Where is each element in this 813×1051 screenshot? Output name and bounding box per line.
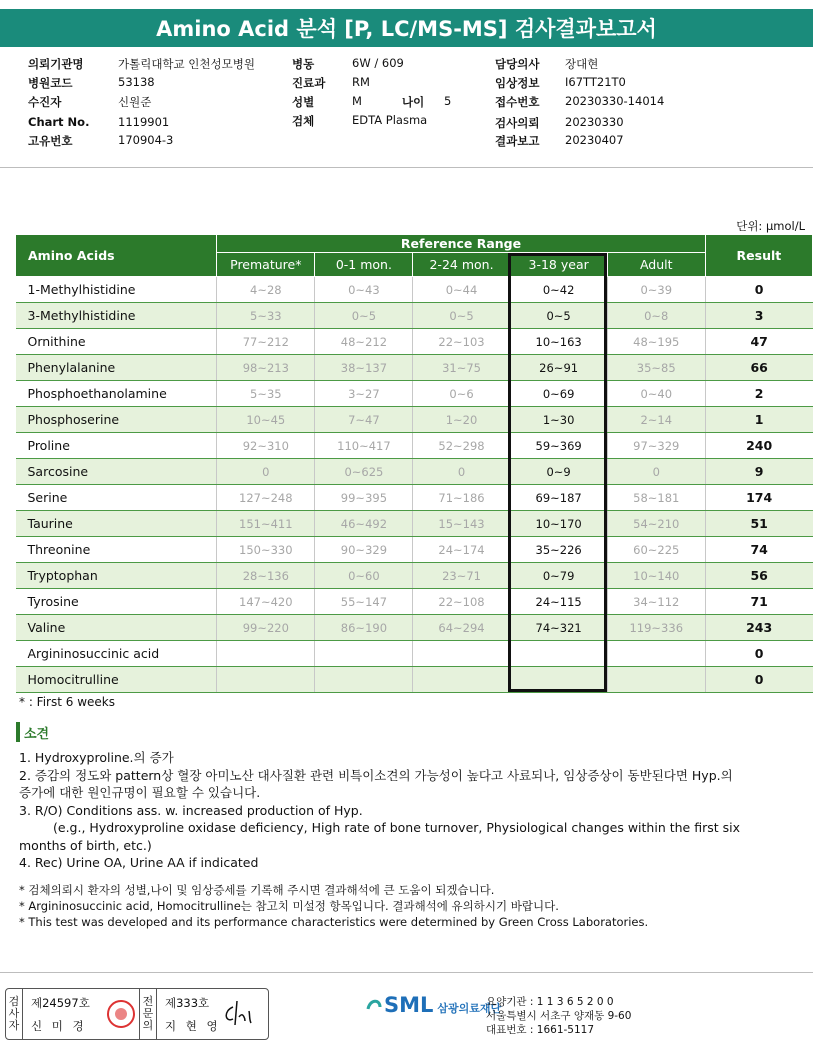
amino-acid-name: Homocitrulline: [16, 667, 217, 693]
info-label: 병동: [292, 57, 315, 71]
reference-range-cell: 150~330: [217, 537, 315, 563]
reference-range-cell: 77~212: [217, 329, 315, 355]
info-value: 20230407: [565, 133, 624, 147]
reference-range-cell: 147~420: [217, 589, 315, 615]
finding-line: 2. 증감의 정도와 pattern상 혈장 아미노산 대사질환 관련 비특이소견의 가능성이 높다고 사료되나, 임상증상이 동반된다면 Hyp.의: [19, 767, 733, 783]
table-row: [16, 407, 813, 433]
report-title: Amino Acid 분석 [P, LC/MS-MS] 검사결과보고서: [0, 9, 813, 47]
reference-range-cell: 0~44: [413, 277, 510, 303]
reference-range-cell: 99~395: [315, 485, 413, 511]
finding-line: 4. Rec) Urine OA, Urine AA if indicated: [19, 855, 259, 870]
reference-range-cell: 5~33: [217, 303, 315, 329]
info-label: 수진자: [28, 95, 62, 109]
reference-range-cell: 151~411: [217, 511, 315, 537]
result-cell: 243: [705, 615, 812, 641]
reference-range-cell: 0~43: [315, 277, 413, 303]
findings-title: 소견: [24, 726, 50, 742]
reference-range-cell: [413, 641, 510, 667]
reference-range-cell: 10~163: [510, 329, 607, 355]
findings-text: [19, 749, 804, 872]
result-cell: 9: [705, 459, 812, 485]
reference-range-cell: 22~103: [413, 329, 510, 355]
reference-range-cell: [217, 641, 315, 667]
reference-range-cell: 28~136: [217, 563, 315, 589]
note-line: * 검체의뢰시 환자의 성별,나이 및 임상증세를 기록해 주시면 결과해석에 큰 도움이 되겠습니다.: [19, 883, 495, 897]
reference-range-cell: 0~8: [607, 303, 705, 329]
examiner-label: [6, 989, 23, 1039]
note-line: * This test was developed and its performance characteristics were determined by Green Cross Laboratories.: [19, 915, 649, 929]
finding-line: (e.g., Hydroxyproline oxidase deficiency, High rate of bone turnover, Physiological changes within the first six: [53, 820, 740, 835]
reference-range-cell: 0: [413, 459, 510, 485]
reference-range-cell: 74~321: [510, 615, 607, 641]
info-label: 진료과: [292, 76, 326, 90]
age-value: 5: [444, 94, 452, 108]
amino-acid-name: Threonine: [16, 537, 217, 563]
amino-acid-name: Serine: [16, 485, 217, 511]
reference-range-cell: 0~69: [510, 381, 607, 407]
reference-range-cell: 0: [607, 459, 705, 485]
reference-range-cell: 0~5: [413, 303, 510, 329]
specialist-label-char: 의: [142, 1019, 154, 1032]
table-row: [16, 355, 813, 381]
reference-range-cell: 23~71: [413, 563, 510, 589]
reference-range-cell: 10~170: [510, 511, 607, 537]
reference-range-cell: 0~40: [607, 381, 705, 407]
specialist-name: 지 현 영: [165, 1019, 221, 1033]
table-row: [16, 433, 813, 459]
info-label: 담당의사: [495, 57, 540, 71]
reference-range-cell: 31~75: [413, 355, 510, 381]
signature-box: [5, 988, 269, 1040]
info-value: 장대현: [565, 57, 599, 71]
reference-range-cell: 119~336: [607, 615, 705, 641]
col-header-result: Result: [705, 235, 812, 277]
reference-range-cell: 90~329: [315, 537, 413, 563]
reference-range-cell: 69~187: [510, 485, 607, 511]
examiner-seal-icon: [107, 1000, 135, 1028]
info-label: 성별: [292, 95, 315, 109]
info-value: 20230330: [565, 115, 624, 129]
report-notes: [19, 882, 804, 930]
amino-acid-name: Phenylalanine: [16, 355, 217, 381]
info-value: 신원준: [118, 95, 152, 109]
info-label: 고유번호: [28, 134, 73, 148]
lab-info-line: 요양기관 : 1 1 3 6 5 2 0 0: [486, 996, 614, 1008]
examiner-label-char: 검: [8, 995, 20, 1008]
reference-range-cell: 0~9: [510, 459, 607, 485]
table-row: [16, 459, 813, 485]
amino-acid-table: [15, 234, 813, 693]
reference-range-cell: [607, 641, 705, 667]
col-header-reference-range: Reference Range: [217, 235, 706, 253]
result-cell: 74: [705, 537, 812, 563]
reference-range-cell: 0: [217, 459, 315, 485]
examiner-name: 신 미 경: [31, 1019, 87, 1033]
result-cell: 1: [705, 407, 812, 433]
reference-range-cell: 0~625: [315, 459, 413, 485]
info-label: 검체: [292, 114, 315, 128]
reference-range-cell: 26~91: [510, 355, 607, 381]
amino-acid-name: 3-Methylhistidine: [16, 303, 217, 329]
reference-range-cell: 1~30: [510, 407, 607, 433]
info-label: 결과보고: [495, 134, 540, 148]
reference-range-cell: 10~140: [607, 563, 705, 589]
specialist-license-no: 제333호: [165, 996, 210, 1010]
specialist-label: [140, 989, 157, 1039]
specialist-cell: [157, 989, 267, 1039]
info-label: Chart No.: [28, 115, 90, 129]
result-cell: 174: [705, 485, 812, 511]
note-line: * Argininosuccinic acid, Homocitrulline는 참고치 미설정 항목입니다. 결과해석에 유의하시기 바랍니다.: [19, 899, 559, 913]
amino-acid-name: Taurine: [16, 511, 217, 537]
reference-range-cell: 24~115: [510, 589, 607, 615]
table-row: [16, 537, 813, 563]
result-cell: 56: [705, 563, 812, 589]
result-cell: 240: [705, 433, 812, 459]
result-cell: 3: [705, 303, 812, 329]
premature-footnote: * : First 6 weeks: [19, 695, 115, 709]
sub-header-premature: Premature*: [217, 253, 315, 277]
reference-range-cell: [510, 667, 607, 693]
result-cell: 47: [705, 329, 812, 355]
table-row: [16, 641, 813, 667]
examiner-cell: [23, 989, 140, 1039]
reference-range-cell: 2~14: [607, 407, 705, 433]
sml-logo-icon: [366, 997, 382, 1013]
result-cell: 66: [705, 355, 812, 381]
examiner-label-char: 사: [8, 1007, 20, 1020]
amino-acid-name: Tyrosine: [16, 589, 217, 615]
reference-range-cell: 0~5: [315, 303, 413, 329]
reference-range-cell: 0~39: [607, 277, 705, 303]
amino-acid-name: Phosphoserine: [16, 407, 217, 433]
lab-logo-text: SML: [384, 993, 434, 1017]
reference-range-cell: [413, 667, 510, 693]
reference-range-cell: [510, 641, 607, 667]
lab-contact-info: [486, 995, 631, 1037]
reference-range-cell: 0~6: [413, 381, 510, 407]
lab-logo: [366, 993, 501, 1017]
reference-range-cell: [217, 667, 315, 693]
reference-range-cell: [315, 641, 413, 667]
reference-range-cell: 3~27: [315, 381, 413, 407]
info-value: I67TT21T0: [565, 75, 626, 89]
info-value: 가톨릭대학교 인천성모병원: [118, 57, 255, 71]
amino-acid-name: Phosphoethanolamine: [16, 381, 217, 407]
result-cell: 0: [705, 667, 812, 693]
result-cell: 51: [705, 511, 812, 537]
reference-range-cell: 58~181: [607, 485, 705, 511]
result-cell: 2: [705, 381, 812, 407]
sub-header-adult: Adult: [607, 253, 705, 277]
info-value: RM: [352, 75, 370, 89]
table-row: [16, 589, 813, 615]
unit-label: 단위: μmol/L: [736, 219, 805, 233]
table-row: [16, 511, 813, 537]
specialist-label-char: 문: [142, 1007, 154, 1020]
findings-marker: [16, 722, 20, 742]
info-value: 20230330-14014: [565, 94, 665, 108]
table-row: [16, 277, 813, 303]
reference-range-cell: 71~186: [413, 485, 510, 511]
reference-range-cell: 1~20: [413, 407, 510, 433]
finding-line: 1. Hydroxyproline.의 증가: [19, 750, 174, 765]
reference-range-cell: 0~5: [510, 303, 607, 329]
amino-acid-name: 1-Methylhistidine: [16, 277, 217, 303]
reference-range-cell: 38~137: [315, 355, 413, 381]
info-value: 170904-3: [118, 133, 174, 147]
amino-acid-name: Tryptophan: [16, 563, 217, 589]
reference-range-cell: 86~190: [315, 615, 413, 641]
reference-range-cell: 34~112: [607, 589, 705, 615]
examiner-label-char: 자: [8, 1019, 20, 1032]
info-value: 53138: [118, 75, 155, 89]
reference-range-cell: 0~60: [315, 563, 413, 589]
reference-range-cell: 48~195: [607, 329, 705, 355]
finding-line: 증가에 대한 원인규명이 필요할 수 있습니다.: [19, 785, 261, 800]
reference-range-cell: 54~210: [607, 511, 705, 537]
info-value: 6W / 609: [352, 56, 404, 70]
amino-acid-name: Sarcosine: [16, 459, 217, 485]
reference-range-cell: 110~417: [315, 433, 413, 459]
examiner-license-no: 제24597호: [31, 996, 90, 1010]
info-value: EDTA Plasma: [352, 113, 428, 127]
table-row: [16, 303, 813, 329]
finding-line: months of birth, etc.): [19, 837, 152, 853]
reference-range-cell: 46~492: [315, 511, 413, 537]
reference-range-cell: 10~45: [217, 407, 315, 433]
lab-info-line: 서울특별시 서초구 양재동 9-60: [486, 1010, 632, 1022]
table-row: [16, 329, 813, 355]
reference-range-cell: 98~213: [217, 355, 315, 381]
info-value: 1119901: [118, 115, 170, 129]
findings-heading: [16, 722, 49, 742]
reference-range-cell: 24~174: [413, 537, 510, 563]
table-row: [16, 485, 813, 511]
amino-acid-name: Ornithine: [16, 329, 217, 355]
age-label: 나이: [402, 95, 425, 109]
reference-range-cell: 48~212: [315, 329, 413, 355]
sub-header-3-18-year: 3-18 year: [510, 253, 607, 277]
sub-header-0-1-mon: 0-1 mon.: [315, 253, 413, 277]
divider: [0, 167, 813, 168]
sub-header-2-24-mon: 2-24 mon.: [413, 253, 510, 277]
reference-range-cell: 5~35: [217, 381, 315, 407]
reference-range-cell: 52~298: [413, 433, 510, 459]
specialist-label-char: 전: [142, 995, 154, 1008]
divider: [0, 972, 813, 973]
reference-range-cell: 99~220: [217, 615, 315, 641]
reference-range-cell: 35~85: [607, 355, 705, 381]
reference-range-cell: 35~226: [510, 537, 607, 563]
reference-range-cell: 64~294: [413, 615, 510, 641]
amino-acid-name: Valine: [16, 615, 217, 641]
reference-range-cell: 15~143: [413, 511, 510, 537]
reference-range-cell: 97~329: [607, 433, 705, 459]
reference-range-cell: 55~147: [315, 589, 413, 615]
reference-range-cell: 59~369: [510, 433, 607, 459]
reference-range-cell: 22~108: [413, 589, 510, 615]
result-cell: 71: [705, 589, 812, 615]
reference-range-cell: [607, 667, 705, 693]
table-row: [16, 563, 813, 589]
table-row: [16, 615, 813, 641]
reference-range-cell: 7~47: [315, 407, 413, 433]
reference-range-cell: 92~310: [217, 433, 315, 459]
info-label: 검사의뢰: [495, 116, 540, 130]
info-label: 임상정보: [495, 76, 540, 90]
col-header-amino-acids: Amino Acids: [16, 235, 217, 277]
result-cell: 0: [705, 641, 812, 667]
reference-range-cell: 0~79: [510, 563, 607, 589]
result-cell: 0: [705, 277, 812, 303]
lab-info-line: 대표번호 : 1661-5117: [486, 1024, 595, 1036]
finding-line: 3. R/O) Conditions ass. w. increased production of Hyp.: [19, 802, 363, 818]
table-row: [16, 381, 813, 407]
reference-range-cell: 4~28: [217, 277, 315, 303]
amino-acid-name: Argininosuccinic acid: [16, 641, 217, 667]
info-label: 접수번호: [495, 95, 540, 109]
reference-range-cell: 0~42: [510, 277, 607, 303]
reference-range-cell: 127~248: [217, 485, 315, 511]
reference-range-cell: 60~225: [607, 537, 705, 563]
info-label: 병원코드: [28, 76, 73, 90]
table-row: [16, 667, 813, 693]
lab-org-name: 삼광의료재단: [437, 1002, 502, 1015]
handwritten-signature-icon: [219, 997, 259, 1033]
info-value: M: [352, 94, 362, 108]
info-label: 의뢰기관명: [28, 57, 84, 71]
amino-acid-name: Proline: [16, 433, 217, 459]
reference-range-cell: [315, 667, 413, 693]
